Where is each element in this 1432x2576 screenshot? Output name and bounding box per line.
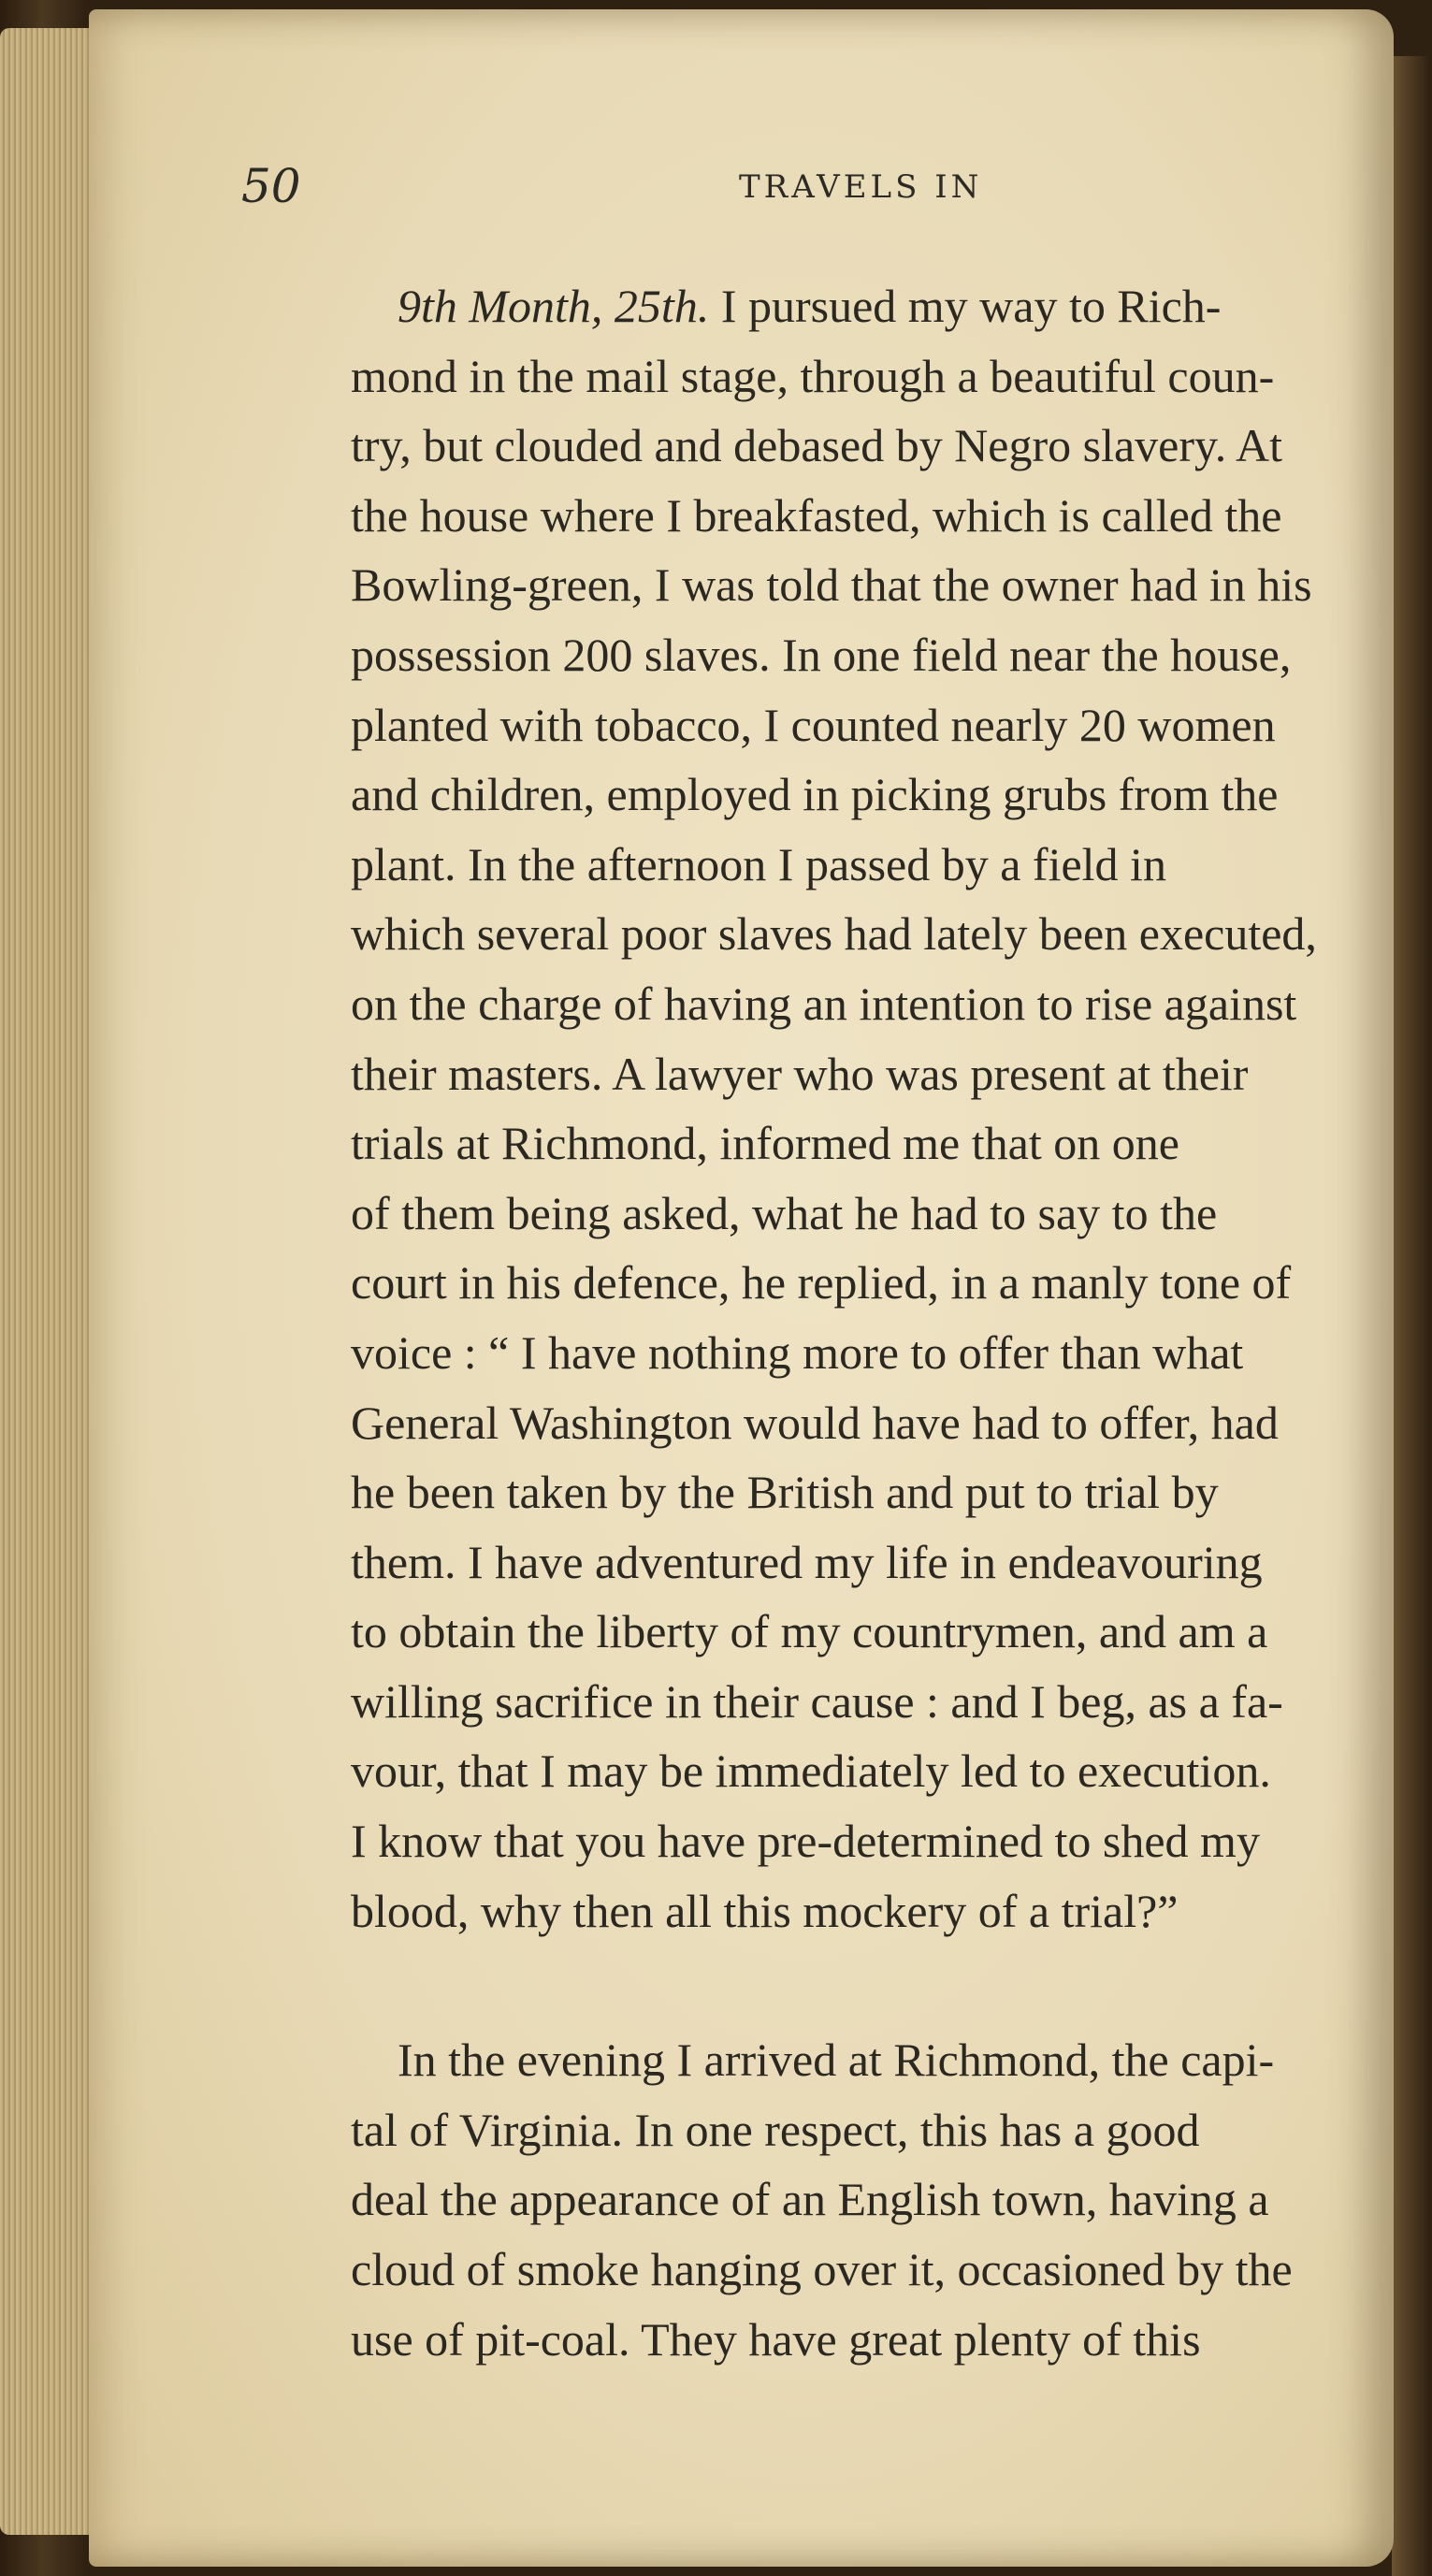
text-line-content: I pursued my way to Rich-	[709, 280, 1222, 332]
text-line: trials at Richmond, informed me that on one	[351, 1117, 1179, 1170]
text-line: tal of Virginia. In one respect, this has a good	[351, 2103, 1200, 2156]
text-line: which several poor slaves had lately been executed,	[351, 907, 1317, 961]
text-line: the house where I breakfasted, which is called the	[351, 488, 1282, 542]
text-line: and children, employed in picking grubs from the	[351, 768, 1279, 821]
text-line: possession 200 slaves. In one field near the house,	[351, 628, 1292, 681]
text-line: voice : “ I have nothing more to offer than what	[351, 1325, 1244, 1379]
text-line: willing sacrifice in their cause : and I beg, as a fa-	[351, 1674, 1283, 1728]
page-text	[351, 271, 1384, 2374]
text-line: blood, why then all this mockery of a trial?”	[351, 1884, 1179, 1937]
text-line: of them being asked, what he had to say to the	[351, 1186, 1218, 1239]
text-line: try, but clouded and debased by Negro slavery. At	[351, 419, 1283, 472]
text-line: plant. In the afternoon I passed by a field in	[351, 837, 1166, 890]
text-line: to obtain the liberty of my countrymen, and am a	[351, 1605, 1268, 1658]
running-head: TRAVELS IN	[739, 168, 983, 206]
text-line: deal the appearance of an English town, having a	[351, 2173, 1269, 2226]
text-line: I know that you have pre-determined to shed my	[351, 1815, 1260, 1868]
text-line: he been taken by the British and put to trial by	[351, 1466, 1219, 1519]
paragraph-1	[351, 271, 1384, 1946]
paragraph-2	[351, 2025, 1384, 2374]
paragraph-gap	[351, 1946, 1384, 2025]
text-line: court in his defence, he replied, in a manly tone of	[351, 1256, 1292, 1310]
text-line: mond in the mail stage, through a beautiful coun-	[351, 349, 1275, 402]
text-line: their masters. A lawyer who was present at their	[351, 1047, 1249, 1100]
text-line: vour, that I may be immediately led to execution.	[351, 1744, 1271, 1798]
text-line: them. I have adventured my life in endeavouring	[351, 1535, 1263, 1588]
book-cover-edge	[1392, 56, 1432, 2576]
page-number: 50	[241, 159, 301, 213]
text-line: Bowling-green, I was told that the owner had in his	[351, 558, 1312, 612]
text-line: on the charge of having an intention to rise against	[351, 977, 1297, 1030]
text-line: planted with tobacco, I counted nearly 20 women	[351, 698, 1276, 751]
text-line: use of pit-coal. They have great plenty of this	[351, 2312, 1201, 2366]
text-line	[351, 271, 1384, 341]
date-label: 9th Month, 25th.	[398, 280, 710, 332]
text-line: In the evening I arrived at Richmond, the capi-	[398, 2033, 1275, 2087]
text-line: cloud of smoke hanging over it, occasioned by the	[351, 2243, 1293, 2296]
text-line: General Washington would have had to offer, had	[351, 1396, 1279, 1449]
page-edges	[0, 28, 103, 2535]
